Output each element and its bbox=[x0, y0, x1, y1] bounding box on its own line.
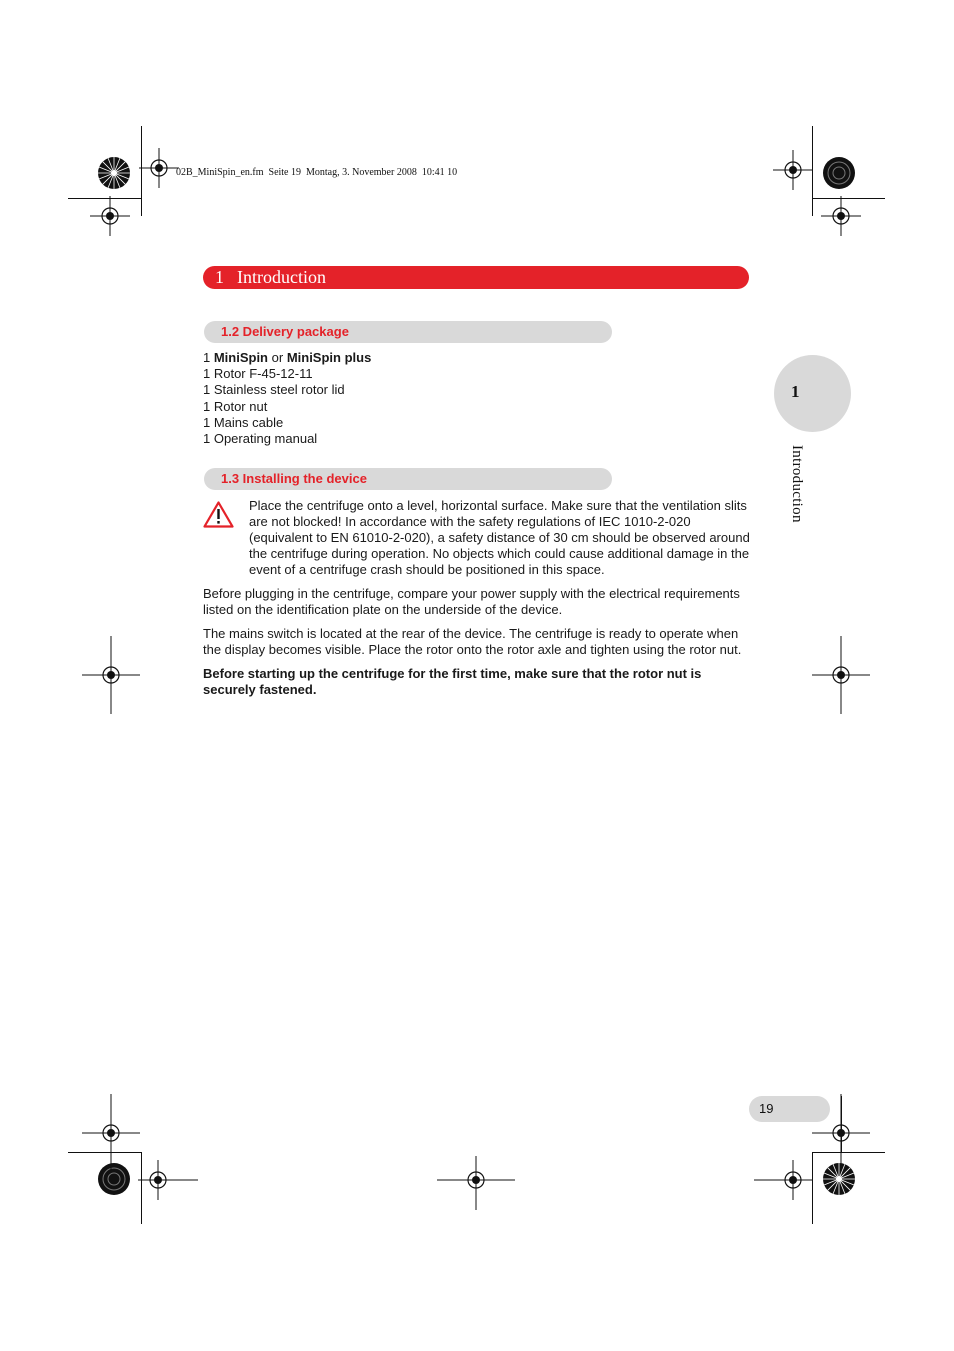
registration-mark-icon bbox=[773, 150, 813, 190]
page-number: 19 bbox=[759, 1101, 774, 1116]
chapter-heading-bar bbox=[203, 266, 749, 289]
chapter-number: 1 bbox=[215, 267, 224, 287]
list-item: 1 Mains cable bbox=[203, 414, 284, 430]
list-item: 1 MiniSpin or MiniSpin plus bbox=[203, 350, 372, 365]
delivery-package-list bbox=[203, 350, 371, 447]
list-item: 1 Operating manual bbox=[203, 431, 318, 447]
paragraph-power-supply: Before plugging in the centrifuge, compare your power supply with the electrical requirements listed on the identification plate on the underside of the device. bbox=[203, 586, 740, 618]
printer-rosette-icon bbox=[97, 156, 131, 190]
registration-mark-icon bbox=[82, 636, 140, 714]
page-number-pill bbox=[749, 1096, 830, 1122]
chapter-title: Introduction bbox=[237, 267, 326, 287]
section-heading-installing bbox=[204, 468, 612, 490]
list-item: 1 Rotor nut bbox=[203, 398, 268, 414]
registration-mark-icon bbox=[90, 196, 130, 236]
chapter-tab-number: 1 bbox=[791, 382, 800, 401]
chapter-tab-circle bbox=[774, 355, 851, 432]
printer-rosette-icon bbox=[822, 156, 856, 190]
paragraph-rotor-nut-notice: Before starting up the centrifuge for the first time, make sure that the rotor nut is securely fastened. bbox=[203, 666, 702, 698]
list-item: 1 Stainless steel rotor lid bbox=[203, 382, 345, 398]
paragraph-mains-switch: The mains switch is located at the rear of the device. The centrifuge is ready to operate when the display becomes visible. Place the rotor onto the rotor axle and tighten using the rotor nut. bbox=[203, 626, 742, 658]
registration-mark-icon bbox=[437, 1156, 515, 1210]
section-heading-delivery bbox=[204, 321, 612, 343]
registration-mark-icon bbox=[821, 196, 861, 236]
registration-mark-icon bbox=[138, 1160, 198, 1200]
chapter-tab-label: Introduction bbox=[789, 445, 805, 523]
registration-mark-icon bbox=[139, 148, 179, 188]
registration-mark-icon bbox=[82, 1094, 140, 1172]
registration-mark-icon bbox=[754, 1160, 812, 1200]
warning-text: Place the centrifuge onto a level, horizontal surface. Make sure that the ventilation slits are not blocked! In accordance with the safety regulations of IEC 1010-2-020 (equivalent to EN 61010-2-020), a safety distance of 30 cm should be observed around the centrifuge during operation. No objects which could cause additional damage in the event of a centrifuge crash should be positioned in this space. bbox=[249, 498, 750, 578]
file-header: 02B_MiniSpin_en.fm Seite 19 Montag, 3. November 2008 10:41 10 bbox=[176, 167, 458, 178]
list-item: 1 Rotor F-45-12-11 bbox=[203, 366, 313, 382]
warning-triangle-icon bbox=[203, 501, 234, 528]
registration-mark-icon bbox=[812, 636, 870, 714]
section-heading-label: 1.2 Delivery package bbox=[221, 324, 349, 339]
section-heading-label: 1.3 Installing the device bbox=[221, 471, 367, 486]
